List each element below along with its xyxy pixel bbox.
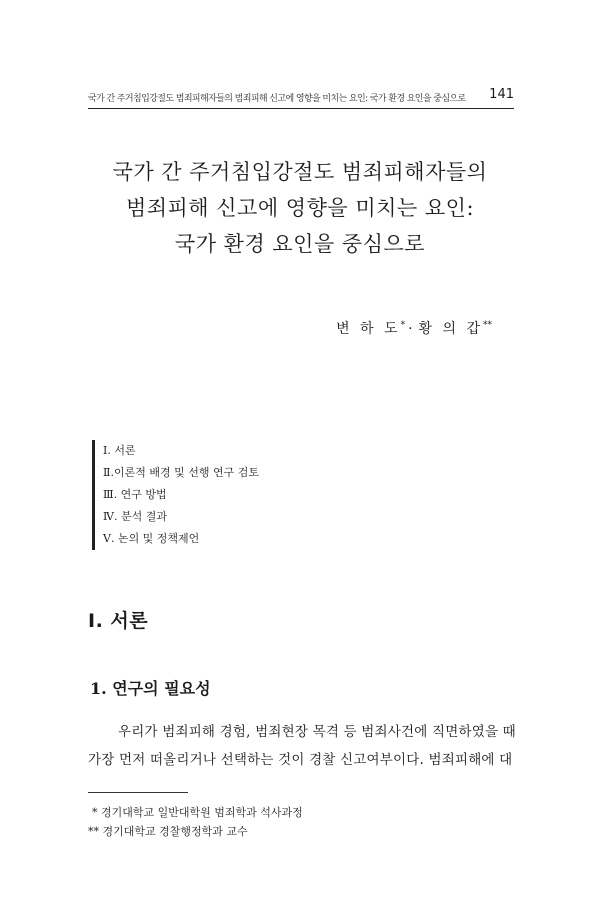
body-text-line-2: 가장 먼저 떠올리거나 선택하는 것이 경찰 신고여부이다. 범죄피해에 대 [88, 752, 513, 768]
author-second: 황 의 갑 [418, 321, 483, 337]
footnote-divider [88, 792, 188, 793]
footnote-second-author: ** 경기대학교 경찰행정학과 교수 [88, 825, 248, 838]
toc-item-results: Ⅳ. 분석 결과 [103, 510, 167, 523]
paper-title-line-2: 범죄피해 신고에 영향을 미치는 요인: [125, 196, 475, 220]
body-text-line-1: 우리가 범죄피해 경험, 범죄현장 목격 등 범죄사건에 직면하였을 때 [118, 724, 516, 740]
subsection-heading: 1. 연구의 필요성 [90, 679, 211, 698]
table-of-contents [92, 440, 259, 550]
paper-title [40, 154, 560, 262]
footnote-first-author: * 경기대학교 일반대학원 범죄학과 석사과정 [92, 806, 303, 819]
author-first: 변 하 도 [336, 321, 401, 337]
author-first-footnote-mark: * [400, 320, 406, 331]
running-header [88, 84, 514, 109]
toc-item-literature-review: Ⅱ.이론적 배경 및 선행 연구 검토 [103, 466, 259, 479]
toc-item-discussion: Ⅴ. 논의 및 정책제언 [103, 532, 200, 545]
author-separator: · [408, 321, 416, 337]
running-header-title: 국가 간 주거침입강절도 범죄피해자들의 범죄피해 신고에 영향을 미치는 요인: 국가 환경 요인을 중심으로 [88, 94, 466, 104]
toc-item-introduction: Ⅰ. 서론 [103, 444, 136, 457]
paper-title-line-3: 국가 환경 요인을 중심으로 [174, 232, 426, 256]
author-second-footnote-mark: ** [483, 320, 492, 331]
paper-title-line-1: 국가 간 주거침입강절도 범죄피해자들의 [112, 160, 488, 184]
section-heading: Ⅰ. 서론 [88, 610, 149, 632]
toc-item-method: Ⅲ. 연구 방법 [103, 488, 167, 501]
author-line [336, 318, 492, 338]
page-number: 141 [489, 87, 514, 102]
